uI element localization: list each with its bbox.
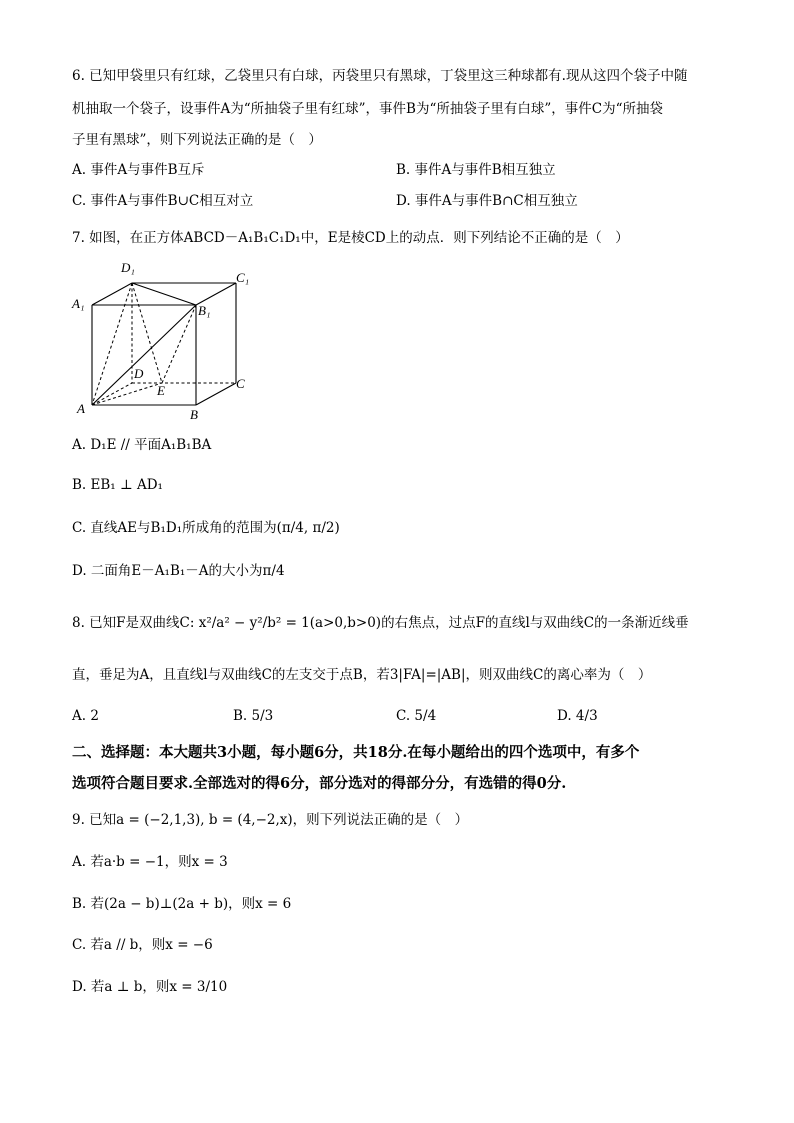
q7-option-d: D. 二面角E－A₁B₁－A的大小为π/4 [72, 563, 285, 579]
q6-option-c: C. 事件A与事件B∪C相互对立 [72, 193, 254, 209]
q8-option-c: C. 5/4 [396, 708, 437, 724]
label-b1: B₁ [198, 303, 211, 318]
q8-stem-line-2: 直，垂足为A，且直线l与双曲线C的左支交于点B，若3|FA|=|AB|，则双曲线C的离心率为（ ） [72, 667, 652, 683]
label-a: A [77, 401, 85, 416]
q7-option-a: A. D₁E // 平面A₁B₁BA [72, 437, 212, 453]
label-d1: D₁ [121, 260, 135, 275]
section-2-heading-line-2: 选项符合题目要求.全部选对的得6分，部分选对的得部分分，有选错的得0分. [72, 775, 567, 792]
q6-option-d: D. 事件A与事件B∩C相互独立 [396, 193, 578, 209]
q9-stem: 9. 已知a = (−2,1,3), b = (4,−2,x)，则下列说法正确的是（ ） [72, 812, 469, 828]
q7-option-c: C. 直线AE与B₁D₁所成角的范围为(π/4, π/2) [72, 520, 340, 536]
q9-option-b: B. 若(2a − b)⊥(2a + b)，则x = 6 [72, 896, 292, 912]
section-2-heading-line-1: 二、选择题：本大题共3小题，每小题6分，共18分.在每小题给出的四个选项中，有多个 [72, 744, 640, 761]
q7-option-b: B. EB₁ ⊥ AD₁ [72, 477, 163, 493]
q8-option-a: A. 2 [72, 708, 99, 724]
q9-option-a: A. 若a·b = −1，则x = 3 [72, 854, 228, 870]
q8-option-d: D. 4/3 [557, 708, 598, 724]
q8-stem-line-1: 8. 已知F是双曲线C: x²/a² − y²/b² = 1(a>0,b>0)的右焦点，过点F的直线l与双曲线C的一条渐近线垂 [72, 615, 689, 631]
q9-option-d: D. 若a ⊥ b，则x = 3/10 [72, 979, 228, 995]
q7-stem: 7. 如图，在正方体ABCD－A₁B₁C₁D₁中，E是棱CD上的动点．则下列结论不正确的是（ ） [72, 230, 629, 246]
q6-stem-line-1: 6. 已知甲袋里只有红球，乙袋里只有白球，丙袋里只有黑球，丁袋里这三种球都有.现从这四个袋子中随 [72, 68, 688, 84]
label-d: D [134, 366, 144, 381]
q9-option-c: C. 若a // b，则x = −6 [72, 937, 213, 953]
label-b: B [190, 407, 198, 422]
q6-option-a: A. 事件A与事件B互斥 [72, 162, 205, 178]
label-e: E [157, 383, 165, 398]
label-a1: A₁ [72, 296, 85, 311]
cube-figure [64, 255, 264, 427]
q6-stem-line-3: 子里有黑球”，则下列说法正确的是（ ） [72, 132, 322, 148]
label-c1: C₁ [236, 270, 250, 285]
label-c: C [236, 376, 245, 391]
q6-option-b: B. 事件A与事件B相互独立 [396, 162, 556, 178]
q8-option-b: B. 5/3 [233, 708, 274, 724]
q6-stem-line-2: 机抽取一个袋子，设事件A为“所抽袋子里有红球”，事件B为“所抽袋子里有白球”，事件C为“所抽袋 [72, 101, 664, 117]
